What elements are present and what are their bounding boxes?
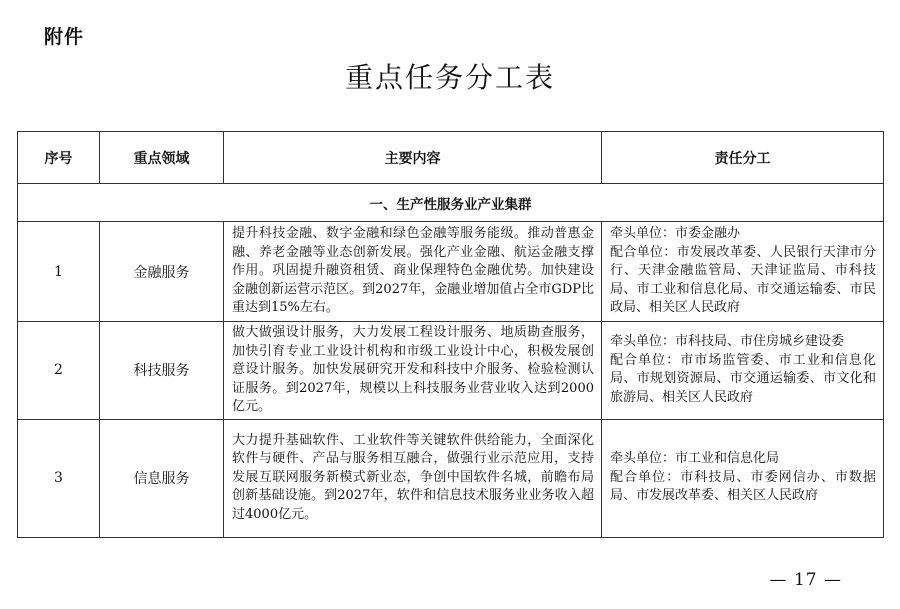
page-number: — 17 —: [769, 570, 842, 590]
attachment-label: 附件: [44, 26, 85, 48]
lead-unit: 牵头单位：市工业和信息化局: [610, 451, 780, 467]
row-area: 金融服务: [100, 222, 224, 322]
table-header-row: [18, 132, 884, 184]
row-duty: [602, 322, 884, 420]
document-title: 重点任务分工表: [344, 61, 555, 94]
coop-units: 配合单位：市科技局、市委网信办、市数据局、市发展改革委、相关区人民政府: [610, 469, 876, 504]
row-duty: [602, 222, 884, 322]
header-content: 主要内容: [224, 132, 602, 184]
row-number: 1: [18, 222, 100, 322]
row-area: 信息服务: [100, 419, 224, 537]
table-row: [18, 222, 884, 322]
row-content: 大力提升基础软件、工业软件等关键软件供给能力，全面深化软件与硬件、产品与服务相互融合，做强行业示范应用，支持发展互联网服务新模式新业态，争创中国软件名城，前瞻布局创新基础设施。到2027年，软件和信息技术服务业业务收入超过4000亿元。: [224, 419, 602, 537]
row-content: 做大做强设计服务，大力发展工程设计服务、地质勘查服务，加快引育专业工业设计机构和市级工业设计中心，积极发展创意设计服务。加快发展研究开发和科技中介服务、检验检测认证服务。到2027年，规模以上科技服务业营业收入达到2000亿元。: [224, 322, 602, 420]
header-num: 序号: [18, 132, 100, 184]
table-row: [18, 322, 884, 420]
header-area: 重点领域: [100, 132, 224, 184]
row-duty: [602, 419, 884, 537]
lead-unit: 牵头单位：市科技局、市住房城乡建设委: [610, 334, 845, 350]
row-number: 3: [18, 419, 100, 537]
lead-unit: 牵头单位：市委金融办: [610, 226, 741, 242]
coop-units: 配合单位：市市场监管委、市工业和信息化局、市规划资源局、市交通运输委、市文化和旅游局、相关区人民政府: [610, 352, 876, 405]
group-row: [18, 184, 884, 222]
task-table: [17, 131, 884, 538]
row-number: 2: [18, 322, 100, 420]
header-duty: 责任分工: [602, 132, 884, 184]
table-row: [18, 419, 884, 537]
row-content: 提升科技金融、数字金融和绿色金融等服务能级。推动普惠金融、养老金融等业态创新发展。强化产业金融、航运金融支撑作用。巩固提升融资租赁、商业保理特色金融优势。加快建设金融创新运营示范区。到2027年，金融业增加值占全市GDP比重达到15%左右。: [224, 222, 602, 322]
coop-units: 配合单位：市发展改革委、人民银行天津市分行、天津金融监管局、天津证监局、市科技局、市工业和信息化局、市交通运输委、市民政局、相关区人民政府: [610, 244, 876, 316]
row-area: 科技服务: [100, 322, 224, 420]
group-title: 一、生产性服务业产业集群: [18, 184, 884, 222]
